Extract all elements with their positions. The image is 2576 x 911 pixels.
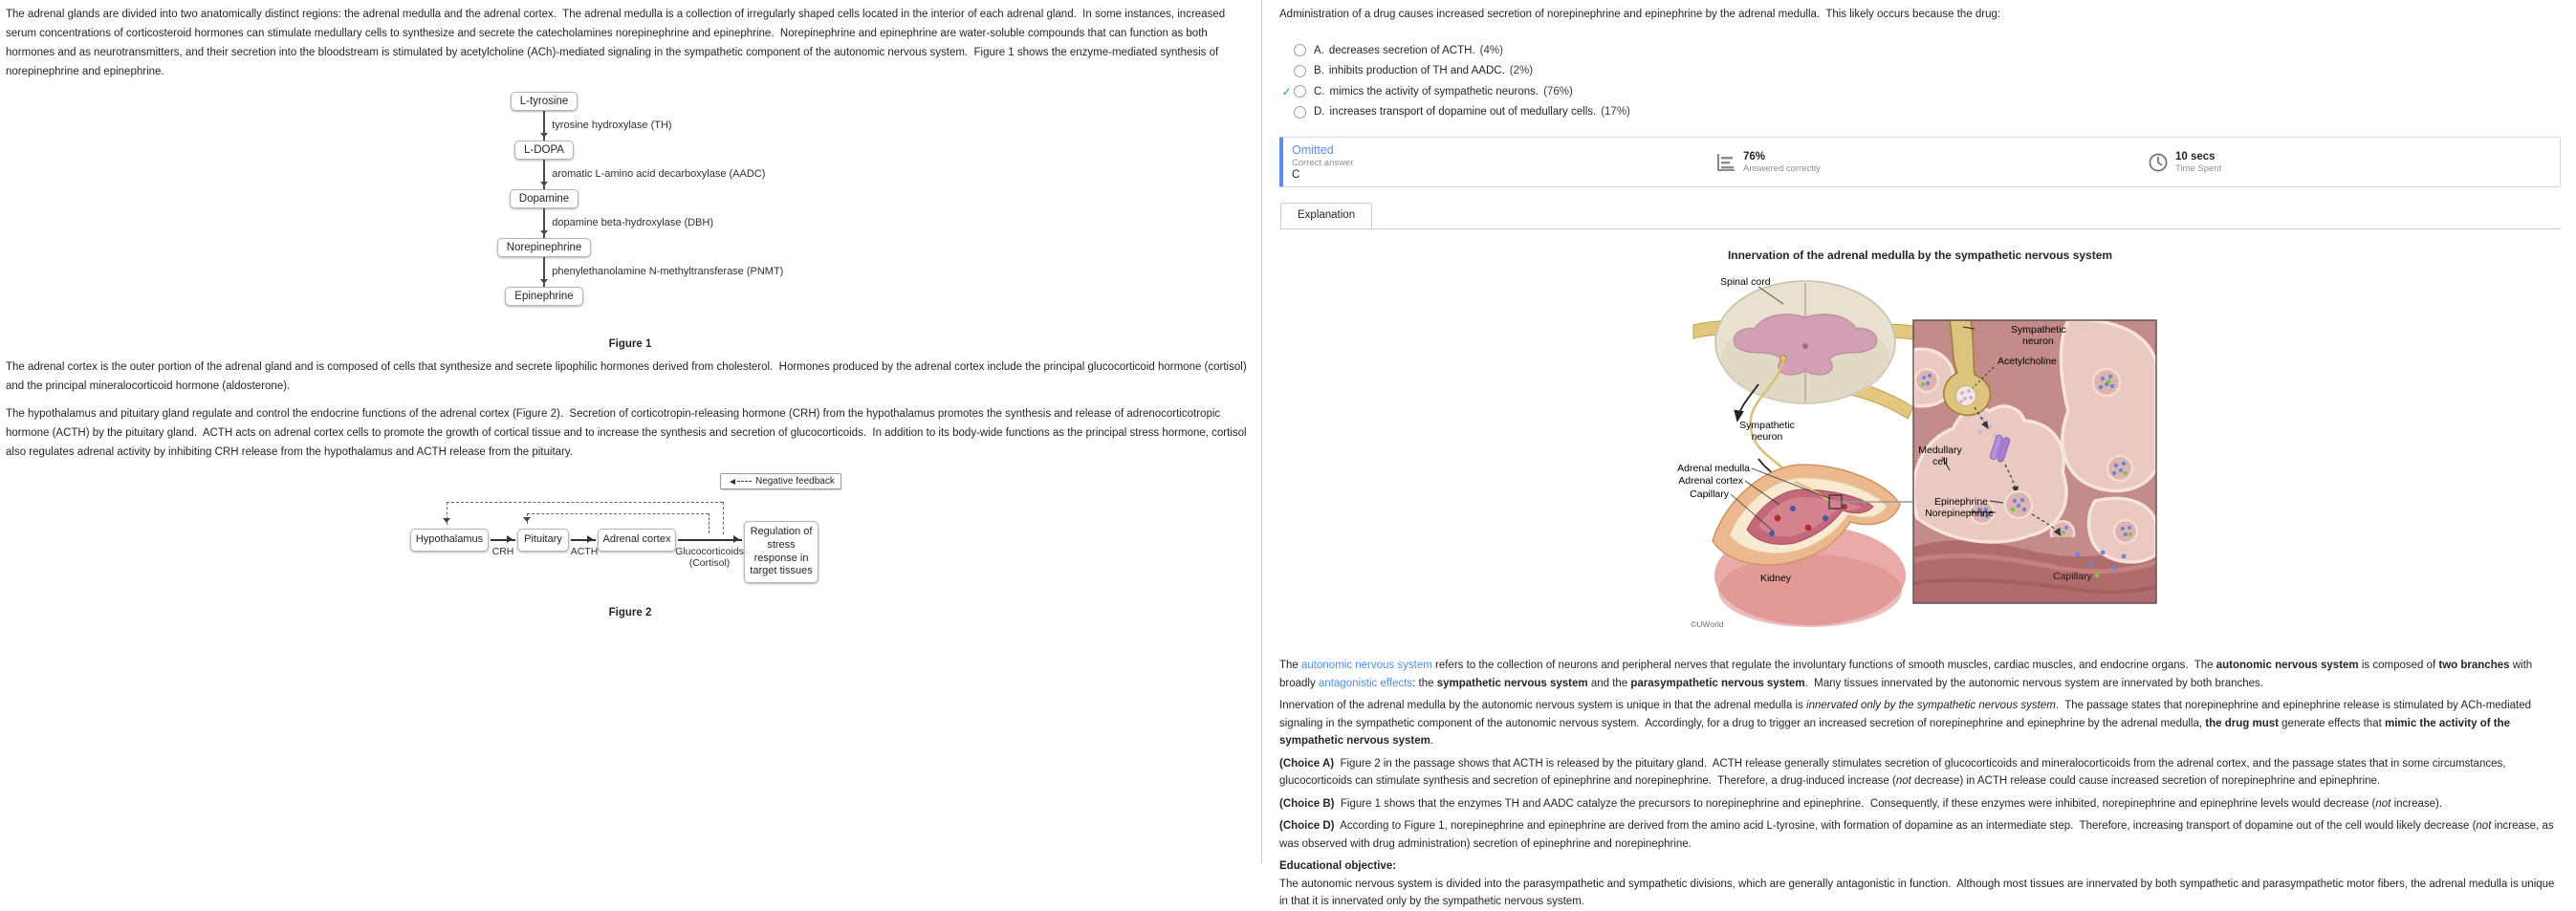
correct-check-icon: ✓	[1281, 84, 1292, 98]
explanation-section	[1279, 657, 2561, 911]
left-arrow-icon	[727, 479, 735, 485]
percent-correct-label: Answered correctly	[1743, 163, 1821, 174]
arrow-label-glucocorticoids: Glucocorticoids	[675, 546, 744, 557]
label-spinal-cord: Spinal cord	[1720, 276, 1771, 288]
choice-letter: A.	[1314, 44, 1324, 56]
arrow-crh	[491, 539, 515, 541]
choice-letter: B.	[1314, 65, 1324, 77]
choice-percent: (76%)	[1543, 85, 1573, 98]
question-stem: Administration of a drug causes increased secretion of norepinephrine and epinephrine by the adrenal medulla. This likely occurs because the drug:	[1279, 9, 2001, 20]
node-pituitary: Pituitary	[517, 529, 569, 552]
uworld-credit: ©UWorld	[1691, 619, 1724, 629]
explanation-paragraph-2: Innervation of the adrenal medulla by the autonomic nervous system is unique in that the adrenal medulla is innervated only by the sympathetic nervous system. The passage states that norepinephrine and epinephrine release is stimulated by ACh-mediated signaling in the sympathetic component of the autonomic nervous system. Accordingly, for a drug to trigger an increased secretion of norepinephrine and epinephrine by the adrenal medulla, the drug must generate effects that mimic the activity of the sympathetic nervous system.	[1279, 700, 2535, 747]
tab-explanation[interactable]: Explanation	[1280, 203, 1372, 228]
label-adrenal-medulla: Adrenal medulla	[1677, 463, 1750, 474]
label-adrenal-cortex: Adrenal cortex	[1678, 475, 1743, 487]
arrow-label-acth: ACTH	[570, 546, 599, 557]
correct-answer-value: C	[1292, 169, 1300, 181]
enzyme-label-aadc: aromatic L-amino acid decarboxylase (AADC)	[552, 168, 766, 180]
feedback-line	[447, 502, 723, 503]
figure-2-caption: Figure 2	[608, 607, 652, 618]
inset-label-acetylcholine: Acetylcholine	[1997, 356, 2057, 367]
choice-letter: C.	[1314, 85, 1325, 98]
label-kidney: Kidney	[1759, 573, 1792, 584]
text-link[interactable]: antagonistic effects	[1318, 677, 1413, 689]
spinal-cord-drawing	[1693, 281, 1917, 486]
feedback-line	[723, 502, 724, 534]
inset-label-norepinephrine: Norepinephrine	[1925, 508, 1994, 519]
time-spent-value: 10 secs	[2175, 150, 2216, 163]
pathway-arrow	[543, 208, 713, 238]
label-capillary: Capillary	[1690, 488, 1729, 500]
explanation-choice-a: (Choice A) Figure 2 in the passage shows that ACTH is released by the pituitary gland. ACTH release generally stimulates secretion of glucocorticoids and mineralocorticoids from the adrenal cortex, and the passage states that in some circumstances, glucocorticoids can stimulate synthesis and secretion of epinephrine and norepinephrine. Therefore, a drug-induced increase (not decrease) in ACTH release could cause increased secretion of norepinephrine and epinephrine.	[1279, 757, 2509, 787]
node-stress-response: Regulation of stress response in target tissues	[744, 521, 819, 583]
educational-objective-body: The autonomic nervous system is divided into the parasympathetic and sympathetic divisions, which are generally antagonistic in function. Although most tissues are innervated by both sympathetic and parasympathetic motor fibers, the adrenal medulla is unique in that it is innervated only by the sympathetic nervous system.	[1279, 878, 2558, 907]
label-sympathetic-neuron-2: neuron	[1751, 431, 1783, 443]
percent-correct-value: 76%	[1743, 150, 1766, 163]
passage-paragraph-1: The adrenal glands are divided into two anatomically distinct regions: the adrenal medulla and the adrenal cortex. The adrenal medulla is a collection of irregularly shaped cells located in the interior of each adrenal gland. In some instances, increased serum concentrations of corticosteroid hormones can stimulate medullary cells to synthesize and secrete the catecholamines norepinephrine and epinephrine. Norepinephrine and epinephrine are water-soluble compounds that can function as both hormones and as neurotransmitters, and their secretion into the bloodstream is stimulated by acetylcholine (ACh)-mediated signaling in the sympathetic component of the autonomic nervous system. Figure 1 shows the enzyme-mediated synthesis of norepinephrine and epinephrine.	[6, 9, 1229, 77]
pathway-node-norepinephrine: Norepinephrine	[497, 238, 592, 257]
bar-chart-icon	[1715, 152, 1736, 173]
choice-percent: (17%)	[1601, 106, 1630, 119]
enzyme-label-pnmt: phenylethanolamine N-methyltransferase (PNMT)	[552, 266, 784, 277]
tab-bar	[1279, 202, 2561, 229]
node-hypothalamus: Hypothalamus	[410, 529, 489, 552]
answer-choices	[1279, 40, 2561, 122]
arrow-label-crh: CRH	[491, 546, 514, 557]
feedback-arrow-to-pituitary	[527, 513, 528, 524]
choice-text: decreases secretion of ACTH.	[1328, 44, 1475, 56]
choice-radio[interactable]	[1294, 85, 1306, 98]
choice-text: mimics the activity of sympathetic neurons.	[1329, 85, 1539, 98]
question-panel	[1279, 0, 2570, 907]
adrenal-gland-drawing	[1713, 465, 1913, 627]
pathway-arrow	[543, 160, 766, 189]
dashed-line-icon	[737, 481, 752, 482]
pathway-node-l-tyrosine: L-tyrosine	[511, 92, 579, 111]
choice-percent: (4%)	[1479, 44, 1503, 56]
choice-row-d[interactable]	[1279, 102, 2561, 123]
inset-label-epinephrine: Epinephrine	[1933, 496, 1988, 508]
choice-radio[interactable]	[1294, 65, 1306, 77]
explanation-choice-d: (Choice D) According to Figure 1, norepinephrine and epinephrine are derived from the amino acid L-tyrosine, with formation of dopamine as an intermediate step. Therefore, increasing transport of dopamine out of the cell would likely decrease (not increase, as was observed with drug administration) secretion of epinephrine and norepinephrine.	[1279, 820, 2557, 850]
panel-divider	[1261, 0, 1262, 863]
choice-row-a[interactable]	[1279, 40, 2561, 61]
explanation-choice-b: (Choice B) Figure 1 shows that the enzymes TH and AADC catalyze the precursors to norepinephrine and epinephrine. Consequently, if these enzymes were inhibited, norepinephrine and epinephrine levels would decrease (not increase).	[1279, 797, 2443, 810]
text-link[interactable]: autonomic nervous system	[1301, 660, 1432, 671]
choice-radio[interactable]	[1294, 106, 1306, 119]
inset-label-medullary-cell: Medullary	[1918, 445, 1962, 456]
inset-label-capillary: Capillary	[2053, 571, 2092, 582]
inset-label-sympathetic-neuron: Sympathetic	[2011, 324, 2066, 336]
inset-label-sympathetic-neuron-2: neuron	[2022, 336, 2054, 347]
adrenal-illustration	[1667, 268, 2173, 642]
feedback-arrow-to-hypothalamus	[447, 502, 448, 525]
arrow-label-cortisol: (Cortisol)	[688, 557, 731, 569]
pathway-arrow	[543, 257, 784, 287]
explanation-paragraph-1: The autonomic nervous system refers to the collection of neurons and peripheral nerves that regulate the involuntary functions of smooth muscles, cardiac muscles, and endocrine organs. The autonomic nervous system is composed of two branches with broadly antagonistic effects: the sympathetic nervous system and the parasympathetic nervous system. Many tissues innervated by the autonomic nervous system are innervated by both branches.	[1279, 660, 2536, 689]
passage-paragraph-2: The adrenal cortex is the outer portion of the adrenal gland and is composed of cells that synthesize and secrete lipophilic hormones derived from cholesterol. Hormones produced by the adrenal cortex include the principal glucocorticoid hormone (cortisol) and the principal mineralocorticoid hormone (aldosterone).	[6, 361, 1250, 392]
pathway-node-dopamine: Dopamine	[510, 189, 579, 208]
choice-row-b[interactable]	[1279, 61, 2561, 82]
arrow-acth	[571, 539, 596, 541]
correct-answer-label: Correct answer	[1292, 158, 1354, 168]
figure-1-column	[498, 92, 784, 306]
pathway-node-l-dopa: L-DOPA	[514, 141, 574, 160]
choice-radio[interactable]	[1294, 44, 1306, 56]
inset-label-medullary-cell-2: cell	[1932, 456, 1948, 467]
time-spent-label: Time Spent	[2175, 163, 2222, 174]
figure-1-caption: Figure 1	[608, 338, 652, 350]
educational-objective-heading: Educational objective:	[1279, 860, 1397, 872]
clock-icon	[2148, 152, 2169, 173]
node-adrenal-cortex: Adrenal cortex	[598, 529, 676, 552]
choice-percent: (2%)	[1509, 65, 1534, 77]
choice-text: inhibits production of TH and AADC.	[1328, 65, 1505, 77]
figure-1-synthesis-pathway	[6, 90, 1255, 350]
label-sympathetic-neuron: Sympathetic	[1739, 420, 1795, 431]
feedback-line	[527, 513, 709, 514]
pathway-arrow	[543, 111, 672, 141]
choice-row-c-correct[interactable]	[1279, 81, 2561, 102]
legend-label: Negative feedback	[755, 476, 835, 487]
arrow-glucocorticoids	[678, 539, 742, 541]
illustration-title: Innervation of the adrenal medulla by the sympathetic nervous system	[1727, 249, 2113, 262]
status-omitted: Omitted	[1292, 143, 1334, 157]
enzyme-label-th: tyrosine hydroxylase (TH)	[552, 119, 672, 131]
pathway-node-epinephrine: Epinephrine	[505, 287, 582, 306]
result-stats-card	[1279, 137, 2561, 187]
negative-feedback-legend	[720, 473, 841, 489]
choice-letter: D.	[1314, 106, 1325, 119]
choice-text: increases transport of dopamine out of medullary cells.	[1329, 106, 1597, 119]
passage-panel	[0, 0, 1260, 863]
adrenal-illustration-block	[1667, 249, 2173, 647]
figure-2-hpa-axis	[6, 470, 1255, 618]
enzyme-label-dbh: dopamine beta-hydroxylase (DBH)	[552, 217, 713, 228]
passage-paragraph-3: The hypothalamus and pituitary gland regulate and control the endocrine functions of the adrenal cortex (Figure 2). Secretion of corticotropin-releasing hormone (CRH) from the hypothalamus promotes the synthesis and release of adrenocorticotropic hormone (ACTH) by the pituitary gland. ACTH acts on adrenal cortex cells to promote the growth of cortical tissue and to increase the synthesis and secretion of glucocorticoids. In addition to its body-wide functions as the principal stress hormone, cortisol also regulates adrenal activity by inhibiting CRH release from the hypothalamus and ACTH release from the pituitary.	[6, 408, 1250, 458]
